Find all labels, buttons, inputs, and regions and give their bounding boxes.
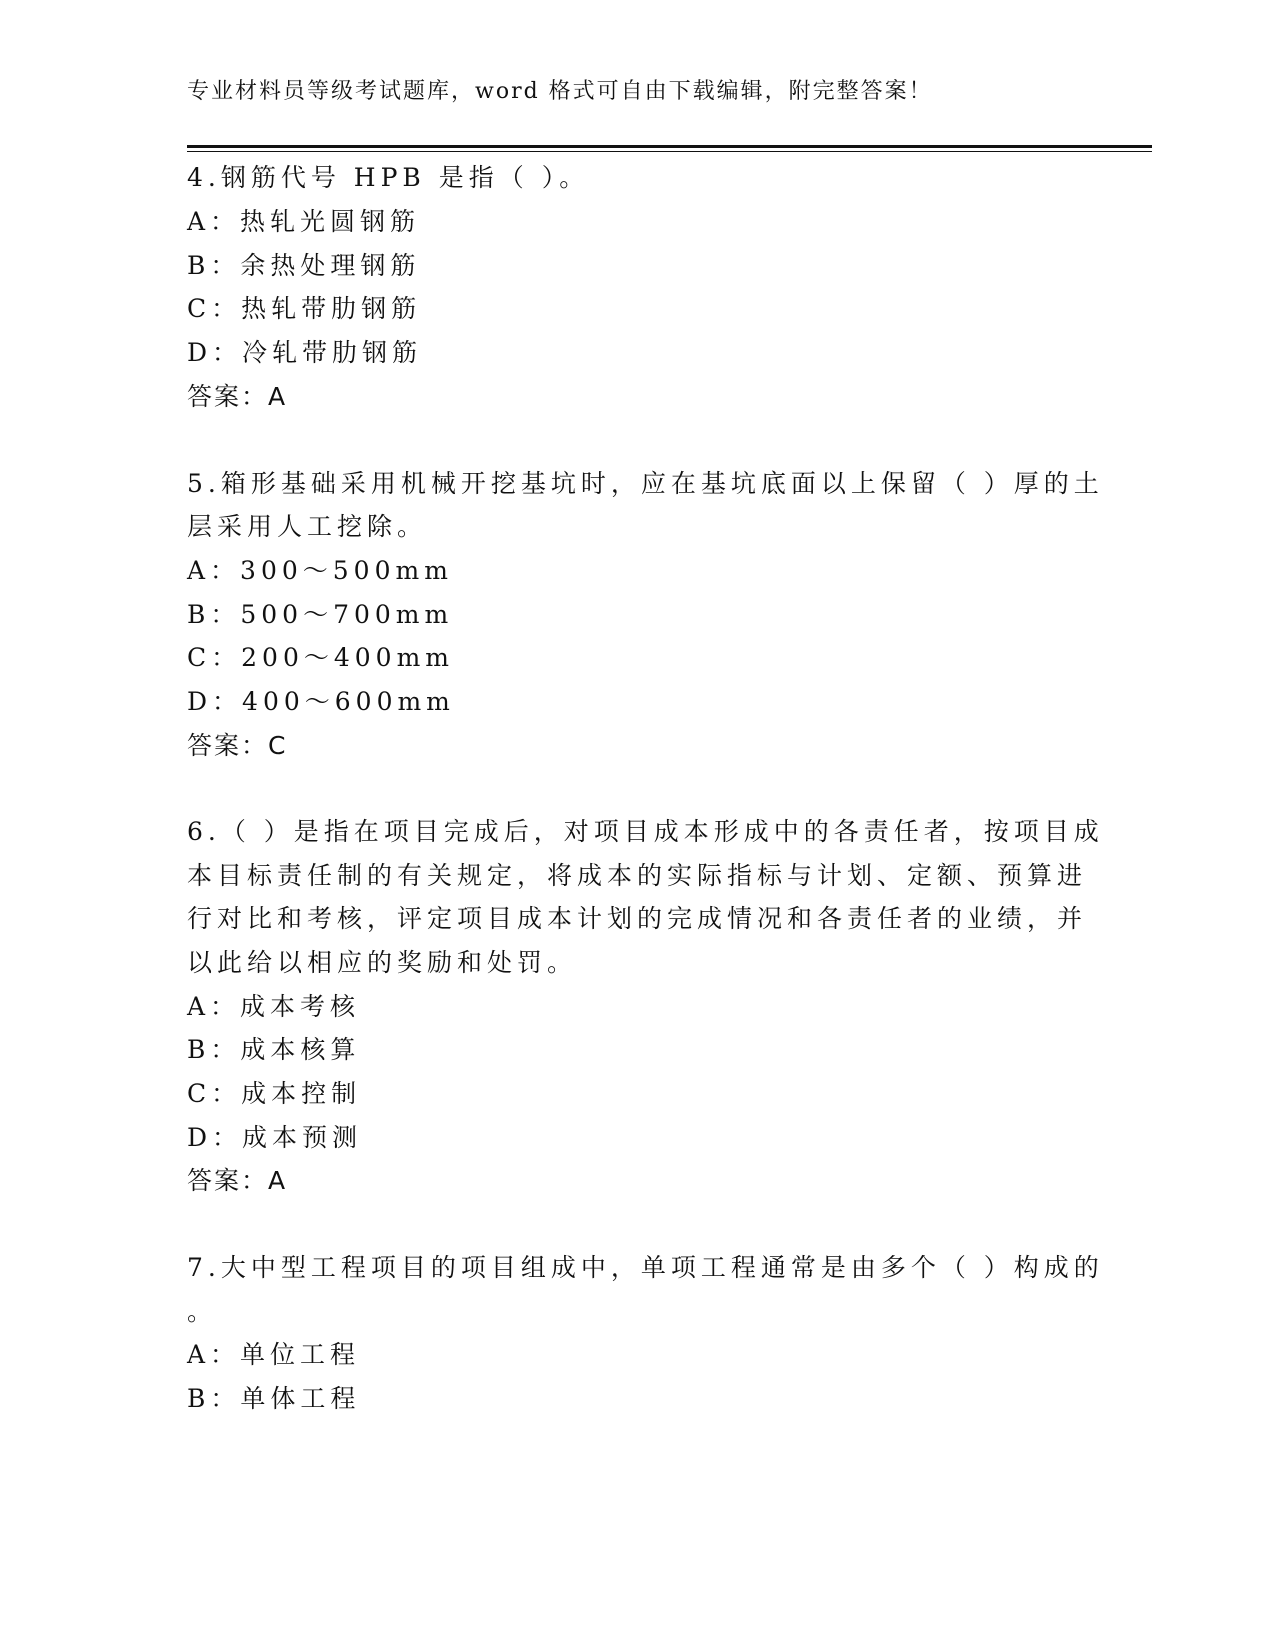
question-4-option-c: C：热轧带肋钢筋 [187,294,422,323]
question-5-option-a: A：300～500mm [187,556,453,585]
question-7-option-a: A：单位工程 [187,1340,361,1369]
question-7-stem-line-2: 。 [187,1297,218,1326]
question-5-stem-line-1: 5.箱形基础采用机械开挖基坑时，应在基坑底面以上保留（ ）厚的土 [187,469,1104,498]
question-4-option-b: B：余热处理钢筋 [187,251,421,280]
question-6-option-d: D：成本预测 [187,1123,363,1152]
question-7-option-b: B：单体工程 [187,1384,361,1413]
document-header: 专业材料员等级考试题库，word 格式可自由下载编辑，附完整答案！ [187,79,933,104]
question-6-answer: 答案：A [187,1166,288,1195]
question-6-option-a: A：成本考核 [187,992,361,1021]
question-6-option-c: C：成本控制 [187,1079,362,1108]
question-5-stem-line-2: 层采用人工挖除。 [187,512,428,541]
question-4-answer: 答案：A [187,382,288,411]
question-4-option-d: D：冷轧带肋钢筋 [187,338,423,367]
question-5-answer: 答案：C [187,731,288,760]
question-6-stem-line-4: 以此给以相应的奖励和处罚。 [187,948,578,977]
question-5-option-d: D：400～600mm [187,687,455,716]
question-6-option-b: B：成本核算 [187,1035,361,1064]
question-6-stem-line-1: 6.（ ）是指在项目完成后，对项目成本形成中的各责任者，按项目成 [187,817,1104,846]
question-4-stem: 4.钢筋代号 HPB 是指（ ）。 [187,163,590,192]
question-6-stem-line-2: 本目标责任制的有关规定，将成本的实际指标与计划、定额、预算进 [187,861,1088,890]
question-5-option-b: B：500～700mm [187,600,454,629]
question-5-option-c: C：200～400mm [187,643,454,672]
question-4-option-a: A：热轧光圆钢筋 [187,207,421,236]
header-rule-thin [187,151,1152,152]
question-6-stem-line-3: 行对比和考核，评定项目成本计划的完成情况和各责任者的业绩，并 [187,904,1088,933]
question-7-stem-line-1: 7.大中型工程项目的项目组成中，单项工程通常是由多个（ ）构成的 [187,1253,1104,1282]
header-rule-thick [187,145,1152,148]
